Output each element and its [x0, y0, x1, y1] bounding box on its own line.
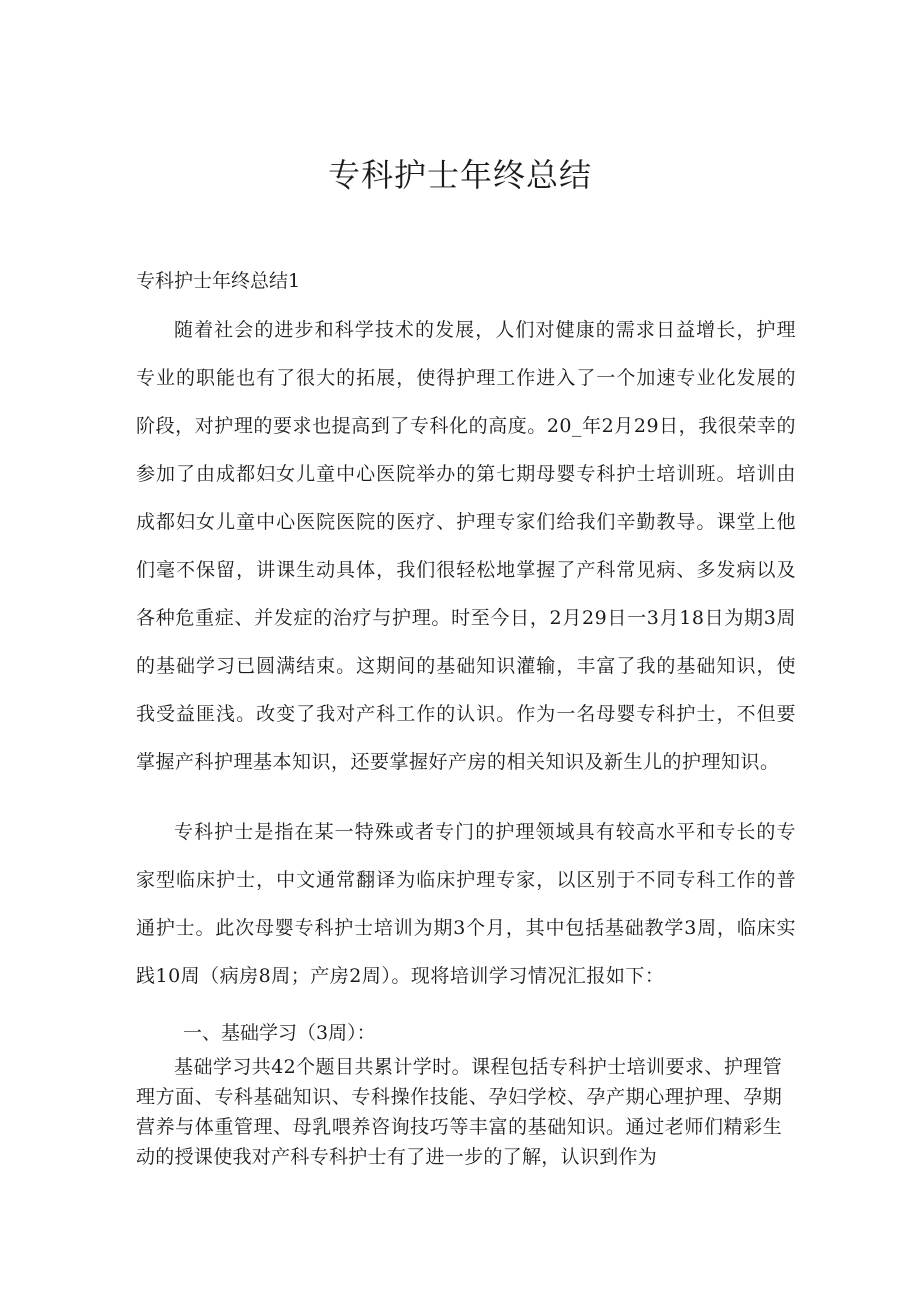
document-title: 专科护士年终总结	[327, 156, 592, 194]
body-paragraph-2: 专科护士是指在某一特殊或者专门的护理领域具有较高水平和专长的专家型临床护士，中文通常翻译为临床护理专家，以区别于不同专科工作的普通护士。此次母婴专科护士培训为期3个月，其中包括基础教学3周，临床实践10周（病房8周；产房2周）。现将培训学习情况汇报如下：	[136, 821, 796, 987]
sub-heading-basic-study: 一、基础学习（3周）：	[183, 1022, 376, 1044]
section-heading: 专科护士年终总结1	[136, 270, 301, 292]
body-paragraph-3: 基础学习共42个题目共累计学时。课程包括专科护士培训要求、护理管理方面、专科基础知识、专科操作技能、孕妇学校、孕产期心理护理、孕期营养与体重管理、母乳喂养咨询技巧等丰富的基础知识。通过老师们精彩生动的授课使我对产科专科护士有了进一步的了解，认识到作为	[136, 1056, 782, 1168]
body-paragraph-1: 随着社会的进步和科学技术的发展，人们对健康的需求日益增长，护理专业的职能也有了很大的拓展，使得护理工作进入了一个加速专业化发展的阶段，对护理的要求也提高到了专科化的高度。20_年2月29日，我很荣幸的参加了由成都妇女儿童中心医院举办的第七期母婴专科护士培训班。培训由成都妇女儿童中心医院医院的医疗、护理专家们给我们辛勤教导。课堂上他们毫不保留，讲课生动具体，我们很轻松地掌握了产科常见病、多发病以及各种危重症、并发症的治疗与护理。时至今日，2月29日一3月18日为期3周的基础学习已圆满结束。这期间的基础知识灌输，丰富了我的基础知识，使我受益匪浅。改变了我对产科工作的认识。作为一名母婴专科护士，不但要掌握产科护理基本知识，还要掌握好产房的相关知识及新生儿的护理知识。	[136, 319, 796, 773]
